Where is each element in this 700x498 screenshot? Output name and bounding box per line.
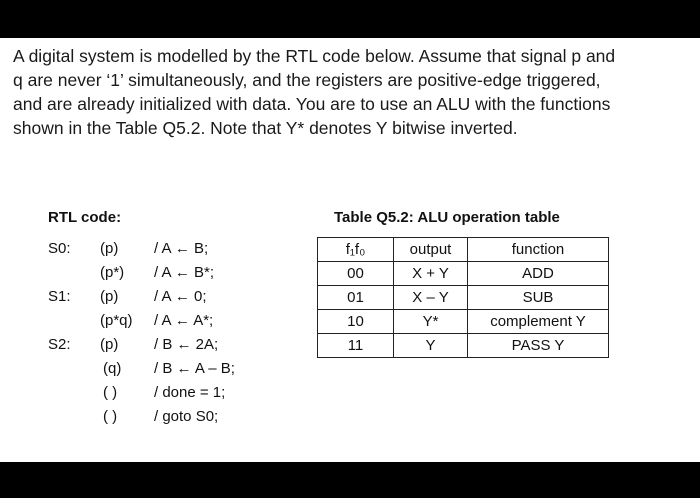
table-cell: 11 — [318, 334, 394, 358]
column-header: output — [394, 238, 468, 262]
rtl-operation: / goto S0; — [154, 408, 219, 425]
table-cell: PASS Y — [468, 334, 609, 358]
rtl-operation: / B ← A – B; — [154, 360, 235, 377]
intro-line: shown in the Table Q5.2. Note that Y* denotes Y bitwise inverted. — [13, 118, 518, 138]
rtl-condition: (q) — [103, 360, 122, 377]
intro-line: q are never ‘1’ simultaneously, and the registers are positive-edge triggered, — [13, 70, 601, 90]
table-cell: X – Y — [394, 286, 468, 310]
table-cell: X + Y — [394, 262, 468, 286]
intro-line: A digital system is modelled by the RTL code below. Assume that signal p and — [13, 46, 616, 66]
rtl-state: S1: — [48, 288, 71, 305]
table-cell: Y — [394, 334, 468, 358]
intro-paragraph — [13, 44, 695, 140]
document-page — [0, 38, 700, 462]
table-cell: ADD — [468, 262, 609, 286]
top-black-bar — [0, 0, 700, 38]
table-row — [318, 286, 609, 310]
table-row — [318, 334, 609, 358]
rtl-operation: / B ← 2A; — [154, 336, 219, 353]
rtl-condition: (p*) — [100, 264, 125, 281]
table-cell: 10 — [318, 310, 394, 334]
table-row — [318, 262, 609, 286]
rtl-condition: (p) — [100, 288, 119, 305]
rtl-state: S0: — [48, 240, 71, 257]
rtl-operation: / A ← B; — [154, 240, 209, 257]
rtl-operation: / done = 1; — [154, 384, 226, 401]
rtl-heading: RTL code: — [48, 209, 122, 226]
column-header: f₁f₀ — [318, 238, 394, 262]
rtl-condition: (p) — [100, 336, 119, 353]
rtl-condition: ( ) — [103, 384, 118, 401]
rtl-operation: / A ← 0; — [154, 288, 207, 305]
table-cell: Y* — [394, 310, 468, 334]
table-cell: 00 — [318, 262, 394, 286]
rtl-condition: (p*q) — [100, 312, 133, 329]
alu-operation-table — [317, 237, 609, 358]
column-header: function — [468, 238, 609, 262]
rtl-operation: / A ← A*; — [154, 312, 214, 329]
table-row — [318, 310, 609, 334]
intro-line: and are already initialized with data. You are to use an ALU with the functions — [13, 94, 611, 114]
table-header-row — [318, 238, 609, 262]
table-cell: complement Y — [468, 310, 609, 334]
table-cell: SUB — [468, 286, 609, 310]
rtl-state: S2: — [48, 336, 71, 353]
rtl-condition: (p) — [100, 240, 119, 257]
alu-table-title: Table Q5.2: ALU operation table — [334, 209, 560, 226]
rtl-condition: ( ) — [103, 408, 118, 425]
rtl-operation: / A ← B*; — [154, 264, 215, 281]
bottom-black-bar — [0, 462, 700, 498]
table-cell: 01 — [318, 286, 394, 310]
